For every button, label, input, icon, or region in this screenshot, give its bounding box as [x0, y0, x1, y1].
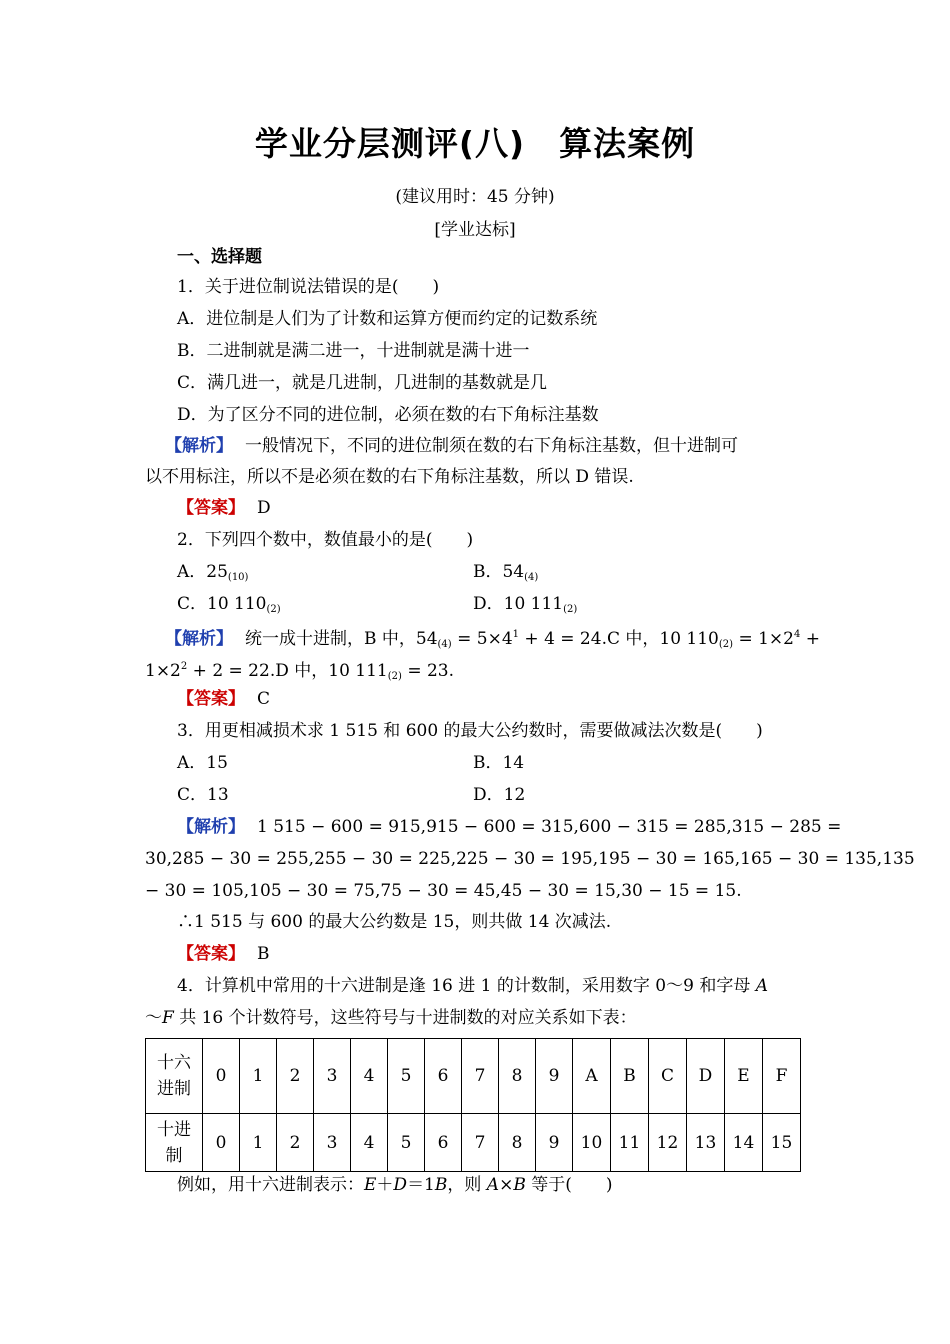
q2-analysis-part: 1×2: [145, 661, 181, 681]
q4-stem-var: A: [755, 976, 769, 996]
q3-analysis-line-3: − 30 = 105,105 − 30 = 75,75 − 30 = 45,45 − 30 = 15,30 − 15 = 15.: [145, 881, 742, 901]
table-cell: 0: [203, 1039, 240, 1114]
q2-answer-value: C: [257, 689, 271, 709]
table-cell: 0: [203, 1114, 240, 1172]
table-cell: 7: [462, 1114, 499, 1172]
q2-analysis-part: = 1×2: [733, 629, 794, 649]
q2-option-a-label: A．25: [177, 562, 228, 582]
q3-analysis-line-2: 30,285 − 30 = 255,255 − 30 = 225,225 − 30 = 195,195 − 30 = 165,165 − 30 = 135,135: [145, 849, 915, 869]
table-header-text: 进制: [157, 1079, 191, 1099]
q2-analysis-exp: 4: [793, 629, 801, 640]
answer-tag: 【答案】: [177, 498, 245, 518]
q4-stem-line-1: [177, 975, 768, 997]
table-cell: 2: [277, 1114, 314, 1172]
q3-option-c: C．13: [177, 785, 229, 805]
q2-analysis-part: + 2 = 22.D 中，10 111: [187, 661, 388, 681]
q2-analysis-part: + 4 = 24.C 中，10 110: [519, 629, 719, 649]
table-header-hex: [146, 1039, 203, 1114]
q4-example: [177, 1174, 613, 1196]
q4-stem-line-2: [145, 1007, 637, 1029]
q1-option-a: A．进位制是人们为了计数和运算方便而约定的记数系统: [177, 309, 598, 329]
q2-analysis-part: 统一成十进制，B 中，54: [245, 629, 438, 649]
q4-stem-text: 共 16 个计数符号，这些符号与十进制数的对应关系如下表：: [173, 1008, 637, 1028]
q3-analysis-text-1: 1 515 − 600 = 915,915 − 600 = 315,600 − 315 = 285,315 − 285 =: [257, 817, 842, 837]
table-cell: 13: [687, 1114, 725, 1172]
table-cell: 8: [499, 1039, 536, 1114]
q2-option-b-label: B．54: [473, 562, 525, 582]
q3-answer-value: B: [257, 944, 270, 964]
q3-option-b: B．14: [473, 753, 525, 773]
q2-analysis-exp: 2: [180, 661, 188, 672]
q2-stem: 2．下列四个数中，数值最小的是( ): [177, 530, 474, 550]
q2-analysis-base: (2): [387, 671, 402, 682]
q2-option-d: [473, 593, 577, 621]
q4-stem-text: ～: [145, 1008, 162, 1028]
q3-option-d: D．12: [473, 785, 526, 805]
q2-analysis-part: +: [800, 629, 821, 649]
table-cell: 8: [499, 1114, 536, 1172]
q1-answer: [177, 497, 271, 519]
q2-option-b-base: (4): [524, 572, 539, 583]
table-cell: A: [573, 1039, 611, 1114]
table-cell: 9: [536, 1114, 573, 1172]
table-cell: 1: [240, 1114, 277, 1172]
answer-tag: 【答案】: [177, 944, 245, 964]
q2-option-c-label: C．10 110: [177, 594, 267, 614]
table-cell: 7: [462, 1039, 499, 1114]
table-cell: 12: [649, 1114, 687, 1172]
q4-example-text: ＋: [376, 1175, 394, 1195]
q3-answer: [177, 943, 270, 965]
q4-example-var: D: [393, 1175, 408, 1195]
page-title: 学业分层测评(八) 算法案例: [254, 124, 696, 163]
q2-option-c-base: (2): [266, 604, 281, 615]
q2-analysis-base: (4): [437, 639, 452, 650]
q2-analysis-base: (2): [718, 639, 734, 650]
analysis-tag: 【解析】: [165, 629, 233, 649]
table-header-text: 十六: [157, 1053, 191, 1073]
q4-example-var: B: [513, 1175, 526, 1195]
q1-option-b: B．二进制就是满二进一，十进制就是满十进一: [177, 341, 530, 361]
table-cell: 9: [536, 1039, 573, 1114]
table-cell: 15: [763, 1114, 801, 1172]
q1-option-c: C．满几进一，就是几进制，几进制的基数就是几: [177, 373, 548, 393]
table-cell: 6: [425, 1039, 462, 1114]
table-cell: 11: [611, 1114, 649, 1172]
q4-example-text: ＝1: [407, 1175, 435, 1195]
table-cell: 1: [240, 1039, 277, 1114]
level-heading: [学业达标]: [434, 220, 516, 240]
q4-stem-var: F: [162, 1008, 174, 1028]
table-cell: E: [725, 1039, 763, 1114]
q1-option-d: D．为了区分不同的进位制，必须在数的右下角标注基数: [177, 405, 599, 425]
q2-analysis-part: = 5×4: [451, 629, 513, 649]
q1-answer-value: D: [257, 498, 271, 518]
q2-option-b: [473, 561, 538, 589]
q1-analysis-text-1: 一般情况下，不同的进位制须在数的右下角标注基数，但十进制可: [245, 436, 738, 456]
time-note: (建议用时：45 分钟): [395, 187, 555, 207]
table-cell: D: [687, 1039, 725, 1114]
q1-analysis-line-1: [165, 435, 738, 457]
q2-option-d-base: (2): [563, 604, 578, 615]
q4-stem-text: 4．计算机中常用的十六进制是逢 16 进 1 的计数制，采用数字 0～9 和字母: [177, 976, 756, 996]
table-cell: 5: [388, 1039, 425, 1114]
q4-example-var: E: [364, 1175, 377, 1195]
table-cell: B: [611, 1039, 649, 1114]
q2-analysis-line-2: [145, 656, 454, 688]
q2-option-a: [177, 561, 248, 589]
answer-tag: 【答案】: [177, 689, 245, 709]
table-cell: 3: [314, 1114, 351, 1172]
table-cell: 4: [351, 1039, 388, 1114]
table-row-hex: [146, 1039, 801, 1114]
q4-example-text: 等于( ): [525, 1175, 613, 1195]
table-cell: 2: [277, 1039, 314, 1114]
table-cell: C: [649, 1039, 687, 1114]
table-cell: 5: [388, 1114, 425, 1172]
q2-answer: [177, 688, 270, 710]
q2-option-c: [177, 593, 281, 621]
table-row-dec: [146, 1114, 801, 1172]
table-cell: 4: [351, 1114, 388, 1172]
analysis-tag: 【解析】: [165, 436, 233, 456]
q1-analysis-line-2: 以不用标注，所以不是必须在数的右下角标注基数，所以 D 错误.: [145, 467, 634, 487]
table-header-text: 制: [165, 1145, 183, 1166]
q4-example-text: 例如，用十六进制表示：: [177, 1175, 364, 1195]
q2-option-d-label: D．10 111: [473, 594, 564, 614]
q3-analysis-line-4: ∴1 515 与 600 的最大公约数是 15，则共做 14 次减法.: [177, 912, 612, 932]
q3-stem: 3．用更相减损术求 1 515 和 600 的最大公约数时，需要做减法次数是( ): [177, 721, 763, 741]
q2-analysis-line-1: [165, 624, 820, 656]
table-cell: 10: [573, 1114, 611, 1172]
q4-example-var: A: [486, 1175, 500, 1195]
section-heading: 一、选择题: [177, 247, 262, 267]
q3-analysis-line-1: [177, 816, 841, 838]
table-cell: 6: [425, 1114, 462, 1172]
hex-decimal-table: [145, 1038, 801, 1172]
table-cell: 14: [725, 1114, 763, 1172]
q1-stem: 1．关于进位制说法错误的是( ): [177, 277, 440, 297]
analysis-tag: 【解析】: [177, 817, 245, 837]
q4-example-text: ×: [499, 1175, 514, 1195]
q2-analysis-exp: 1: [512, 629, 520, 640]
table-cell: F: [763, 1039, 801, 1114]
q3-option-a: A．15: [177, 753, 228, 773]
table-header-dec: [146, 1114, 203, 1172]
q4-example-var: B: [434, 1175, 448, 1195]
q4-example-text: ，则: [447, 1175, 487, 1195]
table-cell: 3: [314, 1039, 351, 1114]
table-header-text: 十进: [157, 1119, 191, 1140]
q2-analysis-part: = 23.: [401, 661, 455, 681]
q2-option-a-base: (10): [227, 572, 249, 583]
